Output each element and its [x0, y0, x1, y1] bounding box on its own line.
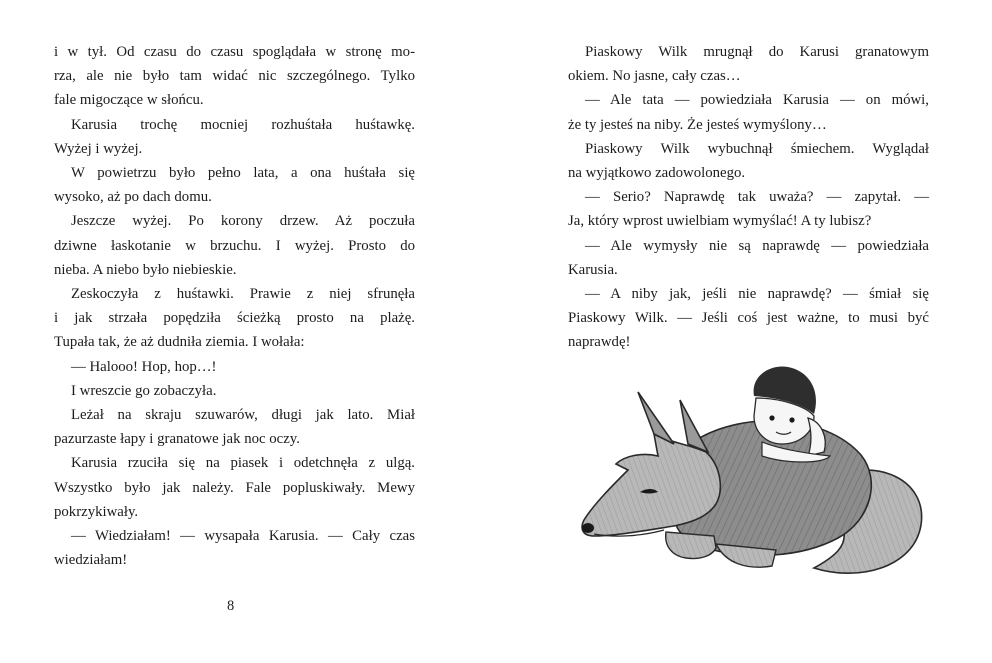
text-line: — A niby jak, jeśli nie naprawdę? — śmiał się	[585, 286, 929, 303]
paragraph	[54, 451, 415, 524]
text-line: rza, ale nie było tam widać nic szczególnego. Tylko	[54, 68, 415, 85]
right-page	[496, 0, 992, 663]
paragraph	[54, 524, 415, 572]
girl-arm-shape	[808, 418, 825, 456]
text-line: że ty jesteś na niby. Że jesteś wymyślony…	[568, 116, 827, 133]
text-line: Wyżej i wyżej.	[54, 140, 143, 157]
text-line: i w tył. Od czasu do czasu spoglądała w stronę mo-	[54, 44, 415, 60]
paragraph	[54, 379, 415, 403]
paragraph	[54, 355, 415, 379]
text-line: Tupała tak, że aż dudniła ziemia. I wołała:	[54, 334, 305, 351]
paragraph	[54, 209, 415, 282]
paragraph	[568, 185, 929, 233]
paragraph	[568, 40, 929, 88]
text-line: Ja, który wprost uwielbiam wymyślać! A ty lubisz?	[568, 213, 872, 230]
text-line: pazurzaste łapy i granatowe jak noc oczy.	[54, 431, 300, 448]
paragraph	[54, 403, 415, 451]
text-line: — Ale wymysły nie są naprawdę — powiedziała	[585, 237, 929, 254]
wolf-and-girl-illustration	[576, 360, 936, 590]
text-line: — Halooo! Hop, hop…!	[71, 358, 217, 375]
text-line: wiedziałam!	[54, 552, 128, 569]
text-line: Piaskowy Wilk mrugnął do Karusi granatowym	[585, 44, 929, 60]
text-line: naprawdę!	[568, 334, 631, 351]
wolf-paw-shape	[666, 532, 716, 559]
text-line: I wreszcie go zobaczyła.	[71, 382, 217, 399]
text-line: Karusia rzuciła się na piasek i odetchnęła z ulgą.	[71, 455, 415, 472]
text-line: Jeszcze wyżej. Po korony drzew. Aż poczuła	[71, 213, 415, 230]
text-line: Leżał na skraju szuwarów, długi jak lato. Miał	[71, 407, 415, 424]
text-line: pokrzykiwały.	[54, 503, 139, 520]
text-line: Karusia.	[568, 261, 618, 278]
girl-eye-shape	[789, 417, 794, 422]
paragraph	[568, 88, 929, 136]
paragraph	[568, 234, 929, 282]
page-number: 8	[227, 598, 235, 614]
wolf-nose-shape	[582, 523, 594, 533]
text-line: — Wiedziałam! — wysapała Karusia. — Cały czas	[71, 528, 415, 545]
text-line: Piaskowy Wilk. — Jeśli coś jest ważne, to musi być	[568, 310, 929, 327]
text-line: Karusia trochę mocniej rozhuśtała huśtawkę.	[71, 116, 415, 133]
left-page	[0, 0, 480, 663]
paragraph	[54, 161, 415, 209]
paragraph	[54, 40, 415, 113]
paragraph	[568, 137, 929, 185]
text-line: wysoko, aż po dach domu.	[54, 189, 212, 206]
text-line: Wszystko było jak należy. Fale popluskiwały. Mewy	[54, 479, 415, 496]
text-line: i jak strzała popędziła ścieżką prosto na plażę.	[54, 310, 415, 327]
text-line: — Ale tata — powiedziała Karusia — on mówi,	[585, 92, 929, 109]
paragraph	[54, 282, 415, 355]
paragraph	[568, 282, 929, 355]
text-line: fale migoczące w słońcu.	[54, 92, 204, 109]
text-line: Zeskoczyła z huśtawki. Prawie z niej sfrunęła	[71, 286, 415, 303]
left-text-column	[54, 40, 415, 572]
girl-eye-shape	[769, 415, 774, 420]
text-line: — Serio? Naprawdę tak uważa? — zapytał. —	[585, 189, 929, 206]
text-line: okiem. No jasne, cały czas…	[568, 68, 741, 85]
text-line: Piaskowy Wilk wybuchnął śmiechem. Wyglądał	[585, 140, 929, 157]
text-line: W powietrzu było pełno lata, a ona huśtała się	[71, 165, 415, 182]
text-line: nieba. A niebo było niebieskie.	[54, 261, 237, 278]
text-line: na wyjątkowo zadowolonego.	[568, 165, 746, 182]
text-line: dziwne łaskotanie w brzuchu. I wyżej. Prosto do	[54, 237, 415, 254]
paragraph	[54, 113, 415, 161]
right-text-column	[568, 40, 929, 355]
